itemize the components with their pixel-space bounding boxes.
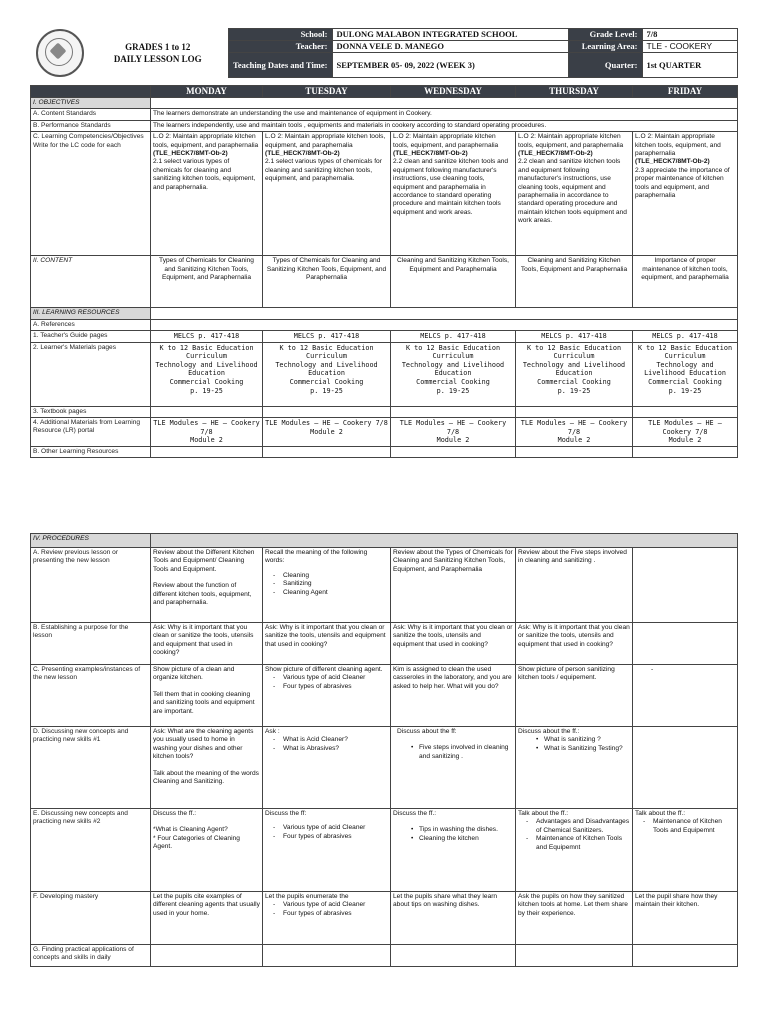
list-item: - Maintenance of Kitchen Tools and Equipemnt xyxy=(518,835,630,852)
add-line: TLE Modules – HE – Cookery 7/8 xyxy=(265,419,388,428)
tg-tuesday: MELCS p. 417-418 xyxy=(263,331,391,343)
performance-standards-text: The learners independently, use and maintain tools , equipments and materials in cookery according to standard operating procedures. xyxy=(151,120,738,131)
lc-code: (TLE_HECK7/8MT-Ob-2) xyxy=(153,150,228,158)
teacher-label: Teacher: xyxy=(228,41,332,53)
empty-cell xyxy=(391,447,516,458)
content-wednesday: Cleaning and Sanitizing Kitchen Tools, Equipment and Paraphernalia xyxy=(391,256,516,308)
title-line1: GRADES 1 to 12 xyxy=(125,42,191,52)
discussing-2-tuesday xyxy=(263,809,391,892)
list-item: - Maintenance of Kitchen Tools and Equipemnt xyxy=(635,818,735,835)
discussing-1-monday xyxy=(151,727,263,809)
school-value: DULONG MALABON INTEGRATED SCHOOL xyxy=(332,29,568,41)
grade-label: Grade Level: xyxy=(568,29,642,41)
add-thursday xyxy=(516,418,633,447)
add-line: Module 2 xyxy=(310,427,343,436)
lm-line: K to 12 Basic Education Curriculum xyxy=(159,343,254,361)
add-line: Module 2 xyxy=(436,436,470,445)
content-standards-text: The learners demonstrate an understanding the use and maintenance of equipment in Cookery. xyxy=(151,109,738,120)
day-header-monday: MONDAY xyxy=(151,86,263,98)
lm-monday xyxy=(151,342,263,406)
mastery-thursday: Ask the pupils on how they sanitized kitchen tools at home. Let them share by their experience. xyxy=(516,892,633,945)
day-header-thursday: THURSDAY xyxy=(516,86,633,98)
presenting-friday: - xyxy=(633,665,738,727)
discussing-2-label: E. Discussing new concepts and practicing new skills #2 xyxy=(31,809,151,892)
tg-thursday: MELCS p. 417-418 xyxy=(516,331,633,343)
objectives-table xyxy=(30,85,738,458)
review-wednesday: Review about the Types of Chemicals for Cleaning and Sanitizing Kitchen Tools, Equipment, and Paraphernalia xyxy=(391,548,516,623)
area-value: TLE - COOKERY xyxy=(642,41,737,53)
purpose-label: B. Establishing a purpose for the lesson xyxy=(31,623,151,665)
lm-line: Technology and Livelihood Education xyxy=(275,360,378,378)
purpose-wednesday: Ask: Why is it important that you clean or sanitize the tools, utensils and equipment that used in cooking? xyxy=(391,623,516,665)
list-item: • Five steps involved in cleaning and sanitizing . xyxy=(393,744,513,761)
lm-line: Technology and Livelihood Education xyxy=(644,360,726,378)
text-line: Show picture of a clean and organize kitchen. xyxy=(153,666,235,682)
text-line: * Four Categories of Cleaning Agent. xyxy=(153,834,240,851)
grade-value: 7/8 xyxy=(642,29,737,41)
empty-cell xyxy=(263,945,391,967)
content-monday: Types of Chemicals for Cleaning and Sanitizing Kitchen Tools, Equipment, and Paraphernalia xyxy=(151,256,263,308)
quarter-label: Quarter: xyxy=(568,53,642,78)
empty-cell xyxy=(151,406,263,417)
empty-cell xyxy=(151,319,738,330)
deped-seal xyxy=(30,29,88,78)
list-item: - Four types of abrasives xyxy=(265,833,388,841)
review-label: A. Review previous lesson or presenting the new lesson xyxy=(31,548,151,623)
add-line: TLE Modules – HE – Cookery 7/8 xyxy=(153,419,260,436)
text-line: Talk about the meaning of the words Cleaning and Sanitizing. xyxy=(153,769,259,786)
empty-cell xyxy=(633,727,738,809)
presenting-monday xyxy=(151,665,263,727)
header-title xyxy=(88,29,228,78)
competencies-label: C. Learning Competencies/Objectives Write for the LC code for each xyxy=(31,132,151,256)
empty-cell xyxy=(151,98,738,109)
add-tuesday xyxy=(263,418,391,447)
empty-cell xyxy=(516,945,633,967)
lc-code: (TLE_HECK7/8MT-Ob-2) xyxy=(635,158,710,166)
add-line: TLE Modules – HE – Cookery 7/8 xyxy=(648,419,722,436)
discussing-1-wednesday xyxy=(391,727,516,809)
list-item: - What is Abrasives? xyxy=(265,745,388,753)
lm-line: K to 12 Basic Education Curriculum xyxy=(526,343,622,361)
text-line: Ask : xyxy=(265,728,280,735)
content-thursday: Cleaning and Sanitizing Kitchen Tools, Equipment and Paraphernalia xyxy=(516,256,633,308)
list-item: - Advantages and Disadvantages of Chemical Sanitizers. xyxy=(518,818,630,835)
mastery-tuesday xyxy=(263,892,391,945)
objectives-section: I. OBJECTIVES xyxy=(31,98,151,109)
school-label: School: xyxy=(228,29,332,41)
teacher-value: DONNA VELE D. MANEGO xyxy=(332,41,568,53)
add-friday xyxy=(633,418,738,447)
text-line: Recall the meaning of the following words: xyxy=(265,549,368,565)
list-item: - Cleaning xyxy=(265,572,388,580)
empty-cell xyxy=(151,447,263,458)
empty-cell xyxy=(151,308,738,319)
area-label: Learning Area: xyxy=(568,41,642,53)
competency-thursday xyxy=(516,132,633,256)
add-line: TLE Modules – HE – Cookery 7/8 xyxy=(399,419,507,436)
procedures-table xyxy=(30,533,738,967)
lm-tuesday xyxy=(263,342,391,406)
empty-cell xyxy=(633,945,738,967)
list-item: • What is Sanitizing Testing? xyxy=(518,745,630,753)
discussing-2-monday xyxy=(151,809,263,892)
lm-thursday xyxy=(516,342,633,406)
tg-wednesday: MELCS p. 417-418 xyxy=(391,331,516,343)
dates-value: SEPTEMBER 05- 09, 2022 (WEEK 3) xyxy=(332,53,568,78)
text-line: Talk about the ff.: xyxy=(518,810,569,817)
purpose-thursday: Ask: Why is it important that you clean or sanitize the tools, utensils and equipment that used in cooking? xyxy=(516,623,633,665)
add-line: Module 2 xyxy=(557,436,591,445)
review-thursday: Review about the Five steps involved in cleaning and sanitizing . xyxy=(516,548,633,623)
presenting-thursday: Show picture of person sanitizing kitchen tools / equipement. xyxy=(516,665,633,727)
lm-line: Technology and Livelihood Education xyxy=(401,360,505,378)
discussing-1-label: D. Discussing new concepts and practicing new skills #1 xyxy=(31,727,151,809)
purpose-tuesday: Ask: Why is it important that you clean or sanitize the tools, utensils and equipment that used in cooking? xyxy=(263,623,391,665)
presenting-label: C. Presenting examples/instances of the new lesson xyxy=(31,665,151,727)
list-item: • Cleaning the kitchen xyxy=(393,835,513,843)
lc-code: (TLE_HECK7/8MT-Ob-2) xyxy=(518,150,593,158)
content-standards-label: A. Content Standards xyxy=(31,109,151,120)
lm-wednesday xyxy=(391,342,516,406)
lm-line: K to 12 Basic Education Curriculum xyxy=(637,343,733,361)
teachers-guide-label: 1. Teacher's Guide pages xyxy=(31,331,151,343)
add-line: Module 2 xyxy=(190,436,223,445)
lm-line: Commercial Cooking xyxy=(416,378,490,386)
tg-friday: MELCS p. 417-418 xyxy=(633,331,738,343)
add-line: Module 2 xyxy=(668,436,702,445)
competency-text: 2.3 appreciate the importance of proper maintenance of kitchen tools and equipment, and paraphernalia xyxy=(635,166,730,200)
competency-friday xyxy=(633,132,738,256)
list-item: - Cleaning Agent xyxy=(265,589,388,597)
lm-line: p. 19-25 xyxy=(557,386,591,395)
list-item: - What is Acid Cleaner? xyxy=(265,736,388,744)
add-monday xyxy=(151,418,263,447)
text-line: Review about the function of different kitchen tools, equipment, and paraphernalia. xyxy=(153,582,252,607)
lo-text: L.O 2: Maintain appropriate kitchen tools, equipment, and paraphernalia xyxy=(265,133,386,149)
purpose-monday: Ask: Why is it important that you clean or sanitize the tools, utensils and equipment that used in cooking? xyxy=(151,623,263,665)
empty-cell xyxy=(391,406,516,417)
text-line: Ask: What are the cleaning agents you usually used to home in washing your dishes and other kitchen tools? xyxy=(153,728,254,761)
learners-materials-label: 2. Learner's Materials pages xyxy=(31,342,151,406)
review-tuesday xyxy=(263,548,391,623)
discussing-1-tuesday xyxy=(263,727,391,809)
day-header-wednesday: WEDNESDAY xyxy=(391,86,516,98)
content-label: II. CONTENT xyxy=(31,256,151,308)
other-resources-label: B. Other Learning Resources xyxy=(31,447,151,458)
discussing-2-wednesday xyxy=(391,809,516,892)
empty-cell xyxy=(633,623,738,665)
text-line: Talk about the ff.: xyxy=(635,810,686,817)
empty-cell xyxy=(151,534,738,548)
empty-cell xyxy=(516,447,633,458)
textbook-label: 3. Textbook pages xyxy=(31,406,151,417)
procedures-section: IV. PROCEDURES xyxy=(31,534,151,548)
title-line2: DAILY LESSON LOG xyxy=(113,54,202,64)
lc-code: (TLE_HECK7/8MT-Ob-2) xyxy=(265,150,340,158)
text-line: Discuss the ff.: xyxy=(393,810,437,817)
review-monday xyxy=(151,548,263,623)
mastery-wednesday: Let the pupils share what they learn about tips on washing dishes. xyxy=(391,892,516,945)
lm-line: Technology and Livelihood Education xyxy=(522,360,626,378)
discussing-2-thursday xyxy=(516,809,633,892)
presenting-wednesday: Kim is assigned to clean the used casseroles in the laboratory, and you are asked to help her. What will you do? xyxy=(391,665,516,727)
list-item: - Various type of acid Cleaner xyxy=(265,901,388,909)
tg-monday: MELCS p. 417-418 xyxy=(151,331,263,343)
text-line: Show picture of different cleaning agent. xyxy=(265,666,383,673)
lo-text: L.O 2: Maintain appropriate kitchen tools, equipment, and paraphernalia xyxy=(518,133,624,149)
list-item: • Tips in washing the dishes. xyxy=(393,826,513,834)
references-label: A. References xyxy=(31,319,151,330)
content-friday: Importance of proper maintenance of kitchen tools, equipment, and paraphernalia xyxy=(633,256,738,308)
empty-cell xyxy=(391,945,516,967)
text-line: *What is Cleaning Agent? xyxy=(153,826,228,834)
lm-line: Commercial Cooking xyxy=(169,378,244,386)
header-table xyxy=(30,28,738,78)
mastery-monday: Let the pupils cite examples of different cleaning agents that usually used in your home. xyxy=(151,892,263,945)
lm-line: p. 19-25 xyxy=(310,386,343,395)
add-line: TLE Modules – HE – Cookery 7/8 xyxy=(520,419,628,436)
lm-friday xyxy=(633,342,738,406)
text-line: Let the pupils enumerate the xyxy=(265,893,349,900)
empty-cell xyxy=(633,548,738,623)
empty-cell xyxy=(516,406,633,417)
empty-cell xyxy=(633,406,738,417)
lm-line: p. 19-25 xyxy=(190,386,223,395)
competency-text: 2.1 select various types of chemicals for cleaning and sanitizing kitchen tools, equipment, and paraphernalia. xyxy=(265,158,382,183)
mastery-friday: Let the pupil share how they maintain their kitchen. xyxy=(633,892,738,945)
text-line: Tell them that in cooking cleaning and sanitizing tools and equipment are important. xyxy=(153,690,255,715)
lo-text: L.O 2: Maintain appropriate kitchen tools, equipment, and paraphernalia xyxy=(635,133,721,158)
learning-resources-section: III. LEARNING RESOURCES xyxy=(31,308,151,319)
competency-text: 2.2 clean and sanitize kitchen tools and equipment following manufacturer's instructions, use cleaning tools, equipment and paraphernalia in accordance to standard operating procedure and maintain kitchen tools equipment and work areas. xyxy=(518,158,627,225)
presenting-tuesday xyxy=(263,665,391,727)
discussing-1-thursday xyxy=(516,727,633,809)
quarter-value: 1st QUARTER xyxy=(642,53,737,78)
day-header-tuesday: TUESDAY xyxy=(263,86,391,98)
empty-cell xyxy=(151,945,263,967)
additional-materials-label: 4. Additional Materials from Learning Resource (LR) portal xyxy=(31,418,151,447)
content-tuesday: Types of Chemicals for Cleaning and Sanitizing Kitchen Tools, Equipment, and Paraphernalia xyxy=(263,256,391,308)
empty-cell xyxy=(263,406,391,417)
lm-line: K to 12 Basic Education Curriculum xyxy=(279,343,374,361)
empty-cell xyxy=(633,447,738,458)
lm-line: Commercial Cooking xyxy=(289,378,364,386)
competency-tuesday xyxy=(263,132,391,256)
mastery-label: F. Developing mastery xyxy=(31,892,151,945)
text-line: Discuss about the ff.: xyxy=(518,728,580,735)
lc-code: (TLE_HECK7/8MT-Ob-2) xyxy=(393,150,468,158)
add-wednesday xyxy=(391,418,516,447)
text-line: Discuss about the ff: xyxy=(397,728,457,735)
list-item: - Various type of acid Cleaner xyxy=(265,674,388,682)
competency-wednesday xyxy=(391,132,516,256)
lm-line: K to 12 Basic Education Curriculum xyxy=(405,343,501,361)
competency-text: 2.2 clean and sanitize kitchen tools and equipment following manufacturer's instructions, use cleaning tools, equipment and paraphernalia in accordance to standard operating procedure and maintain kitchen tools equipment and work areas. xyxy=(393,158,509,216)
list-item: - Various type of acid Cleaner xyxy=(265,824,388,832)
discussing-2-friday xyxy=(633,809,738,892)
lm-line: Technology and Livelihood Education xyxy=(155,360,258,378)
text-line: Review about the Different Kitchen Tools and Equipment/ Cleaning Tools and Equipment. xyxy=(153,549,255,573)
day-header-friday: FRIDAY xyxy=(633,86,738,98)
lm-line: p. 19-25 xyxy=(668,386,702,395)
dates-label: Teaching Dates and Time: xyxy=(228,53,332,78)
lo-text: L.O 2: Maintain appropriate kitchen tools, equipment, and paraphernalia xyxy=(393,133,499,149)
list-item: - Four types of abrasives xyxy=(265,683,388,691)
competency-text: 2.1 select various types of chemicals for cleaning and sanitizing kitchen tools, equipment, and paraphernalia. xyxy=(153,158,256,191)
applications-label: G. Finding practical applications of concepts and skills in daily xyxy=(31,945,151,967)
list-item: • What is sanitizing ? xyxy=(518,736,630,744)
day-header-blank xyxy=(31,86,151,98)
lm-line: p. 19-25 xyxy=(436,386,470,395)
text-line: Discuss the ff.: xyxy=(153,810,197,817)
competency-monday xyxy=(151,132,263,256)
performance-standards-label: B. Performance Standards xyxy=(31,120,151,131)
seal-icon xyxy=(36,29,84,77)
list-item: - Sanitizing xyxy=(265,580,388,588)
lo-text: L.O 2: Maintain appropriate kitchen tools, equipment, and paraphernalia xyxy=(153,133,259,149)
lm-line: Commercial Cooking xyxy=(537,378,611,386)
list-item: - Four types of abrasives xyxy=(265,910,388,918)
empty-cell xyxy=(263,447,391,458)
lm-line: Commercial Cooking xyxy=(648,378,722,386)
text-line: Discuss the ff: xyxy=(265,810,307,817)
